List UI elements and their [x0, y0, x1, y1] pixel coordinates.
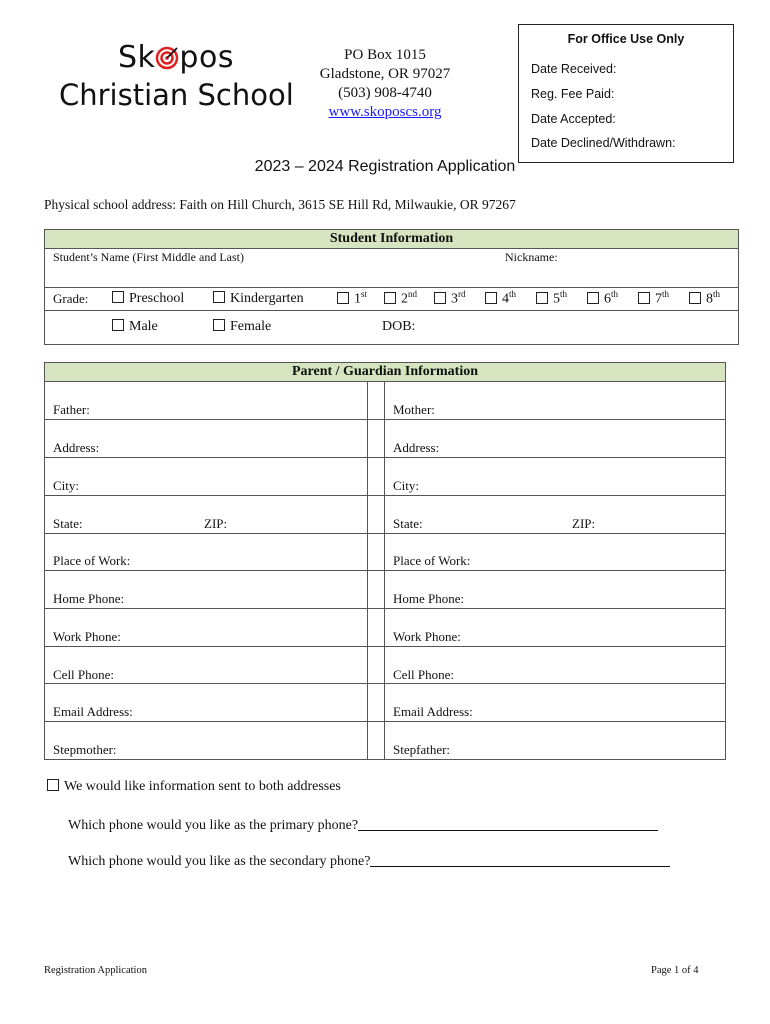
mother-zip-field[interactable]: ZIP: — [572, 516, 596, 531]
mother-work-phone-field[interactable]: Work Phone: — [393, 629, 461, 644]
office-use-box — [518, 24, 734, 163]
grade-kindergarten-checkbox[interactable]: Kindergarten — [213, 291, 304, 307]
mother-state-field[interactable]: State: — [393, 516, 423, 531]
logo-wordmark-bottom: Christian School — [59, 78, 294, 112]
father-address-field[interactable]: Address: — [53, 440, 100, 455]
parent-info-header: Parent / Guardian Information — [45, 363, 725, 382]
mother-field[interactable]: Mother: — [393, 402, 435, 417]
primary-phone-question: Which phone would you like as the primary phone? — [68, 816, 658, 834]
grade-preschool-checkbox[interactable]: Preschool — [112, 291, 184, 307]
grade-7-checkbox[interactable]: 7th — [638, 289, 669, 308]
father-state-field[interactable]: State: — [53, 516, 83, 531]
father-work-phone-field[interactable]: Work Phone: — [53, 629, 121, 644]
checkbox-icon — [213, 319, 225, 331]
dob-field[interactable]: DOB: — [382, 319, 416, 334]
checkbox-icon — [587, 292, 599, 304]
grade-2-checkbox[interactable]: 2nd — [384, 289, 417, 308]
school-phone: (503) 908-4740 — [338, 85, 432, 101]
student-info-header: Student Information — [45, 230, 738, 249]
grade-5-checkbox[interactable]: 5th — [536, 289, 567, 308]
page-title: 2023 – 2024 Registration Application — [254, 158, 516, 175]
website-link[interactable]: www.skoposcs.org — [328, 104, 442, 120]
grade-label: Grade: — [53, 291, 89, 306]
date-accepted-field[interactable]: Date Accepted: — [531, 112, 616, 126]
mother-city-field[interactable]: City: — [393, 478, 420, 493]
checkbox-icon — [536, 292, 548, 304]
secondary-phone-input[interactable] — [370, 852, 670, 867]
footer-doc-name: Registration Application — [44, 965, 147, 976]
date-declined-field[interactable]: Date Declined/Withdrawn: — [531, 136, 676, 150]
mother-cell-phone-field[interactable]: Cell Phone: — [393, 667, 455, 682]
stepfather-field[interactable]: Stepfather: — [393, 742, 451, 757]
student-name-field[interactable]: Student’s Name (First Middle and Last) — [53, 250, 244, 264]
school-address — [300, 46, 470, 122]
checkbox-icon — [434, 292, 446, 304]
student-info-section — [44, 229, 739, 345]
po-box: PO Box 1015 — [344, 47, 426, 63]
grade-4-checkbox[interactable]: 4th — [485, 289, 516, 308]
mother-address-field[interactable]: Address: — [393, 440, 440, 455]
checkbox-icon — [689, 292, 701, 304]
primary-phone-input[interactable] — [358, 816, 658, 831]
target-icon — [155, 43, 179, 67]
checkbox-icon — [337, 292, 349, 304]
secondary-phone-question: Which phone would you like as the secondary phone? — [68, 852, 670, 870]
mother-place-of-work-field[interactable]: Place of Work: — [393, 553, 471, 568]
parent-info-section — [44, 362, 726, 760]
both-addresses-checkbox[interactable]: We would like information sent to both addresses — [47, 779, 341, 795]
date-received-field[interactable]: Date Received: — [531, 62, 617, 76]
office-use-title: For Office Use Only — [567, 32, 685, 46]
checkbox-icon — [213, 291, 225, 303]
father-zip-field[interactable]: ZIP: — [204, 516, 228, 531]
checkbox-icon — [112, 291, 124, 303]
grade-6-checkbox[interactable]: 6th — [587, 289, 618, 308]
mother-home-phone-field[interactable]: Home Phone: — [393, 591, 465, 606]
logo-wordmark-top: Sk pos — [118, 40, 234, 75]
male-checkbox[interactable]: Male — [112, 319, 158, 335]
reg-fee-paid-field[interactable]: Reg. Fee Paid: — [531, 87, 615, 101]
footer-page-number: Page 1 of 4 — [651, 965, 699, 976]
father-cell-phone-field[interactable]: Cell Phone: — [53, 667, 115, 682]
checkbox-icon — [485, 292, 497, 304]
father-email-field[interactable]: Email Address: — [53, 704, 133, 719]
checkbox-icon — [112, 319, 124, 331]
grade-3-checkbox[interactable]: 3rd — [434, 289, 466, 308]
female-checkbox[interactable]: Female — [213, 319, 271, 335]
stepmother-field[interactable]: Stepmother: — [53, 742, 117, 757]
father-home-phone-field[interactable]: Home Phone: — [53, 591, 125, 606]
checkbox-icon — [384, 292, 396, 304]
father-field[interactable]: Father: — [53, 402, 90, 417]
father-city-field[interactable]: City: — [53, 478, 80, 493]
physical-address: Physical school address: Faith on Hill Church, 3615 SE Hill Rd, Milwaukie, OR 97267 — [44, 197, 516, 212]
mother-email-field[interactable]: Email Address: — [393, 704, 473, 719]
checkbox-icon — [47, 779, 59, 791]
city-state-zip: Gladstone, OR 97027 — [319, 66, 451, 82]
father-place-of-work-field[interactable]: Place of Work: — [53, 553, 131, 568]
nickname-field[interactable]: Nickname: — [505, 250, 558, 264]
grade-8-checkbox[interactable]: 8th — [689, 289, 720, 308]
checkbox-icon — [638, 292, 650, 304]
grade-1-checkbox[interactable]: 1st — [337, 289, 367, 308]
